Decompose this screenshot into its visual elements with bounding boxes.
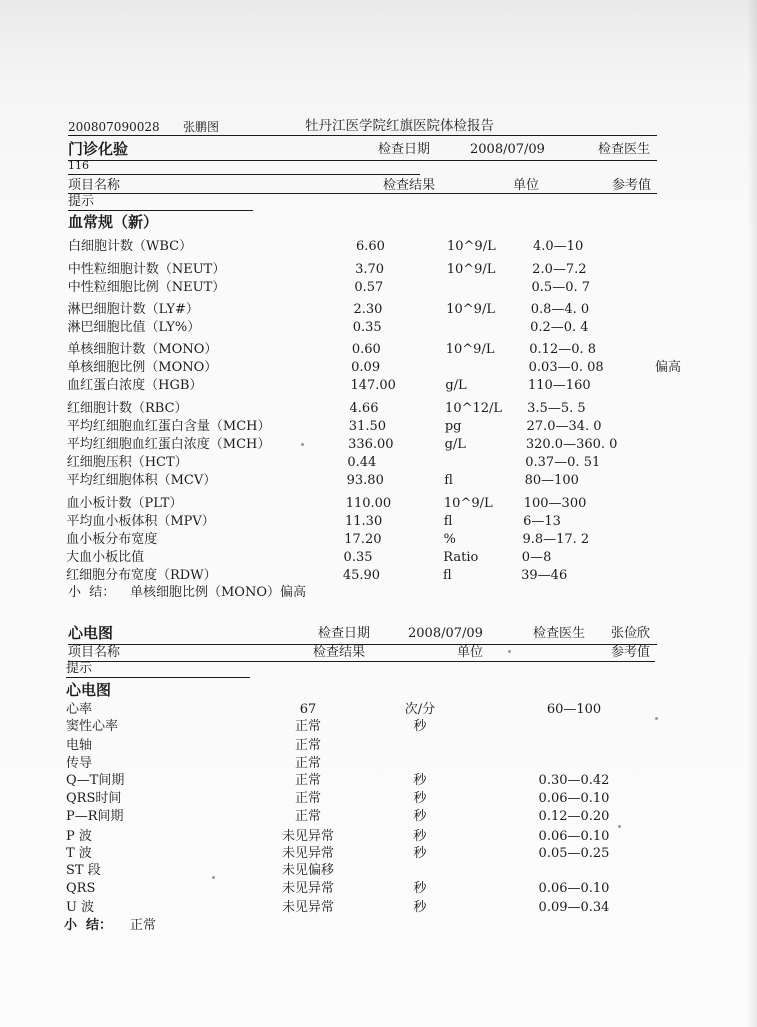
ecg-row xyxy=(0,846,757,862)
ecg-item-result: 正常 xyxy=(294,791,322,806)
ecg-item-reference: 0.05—0.25 xyxy=(538,846,610,861)
lab-item-result: 4.66 xyxy=(349,401,379,416)
ecg-doctor-name: 张俭欣 xyxy=(611,626,651,641)
lab-item-reference: 0.5—0. 7 xyxy=(531,280,590,295)
ecg-item-unit: 秒 xyxy=(413,846,427,861)
lab-row xyxy=(0,550,757,566)
lab-doctor-label: 检查医生 xyxy=(598,142,651,157)
lab-item-result: 31.50 xyxy=(348,419,387,434)
ecg-item-result: 正常 xyxy=(294,738,322,753)
lab-item-reference: 2.0—7.2 xyxy=(532,262,587,277)
lab-item-reference: 0.03—0. 08 xyxy=(528,360,604,375)
lab-item-name: 血小板分布宽度 xyxy=(66,532,158,547)
lab-summary-label: 小 结： xyxy=(68,585,116,600)
lab-row xyxy=(0,262,757,278)
lab-item-name: 平均红细胞血红蛋白含量（MCH） xyxy=(66,419,271,434)
lab-item-result: 6.60 xyxy=(356,239,385,254)
lab-item-reference: 0.2—0. 4 xyxy=(530,320,589,335)
lab-col-unit: 单位 xyxy=(513,178,540,193)
ecg-item-result: 未见异常 xyxy=(281,829,335,844)
lab-col-item: 项目名称 xyxy=(68,178,121,193)
ecg-item-result: 正常 xyxy=(294,756,322,771)
lab-panel-title: 血常规（新） xyxy=(68,213,159,231)
ecg-row xyxy=(0,702,757,718)
lab-item-name: 平均红细胞体积（MCV） xyxy=(66,473,217,488)
lab-item-reference: 110—160 xyxy=(527,378,591,393)
lab-item-reference: 100—300 xyxy=(523,496,587,511)
ecg-item-name: P—R间期 xyxy=(66,809,124,824)
lab-row xyxy=(0,437,757,453)
lab-item-reference: 0—8 xyxy=(521,550,552,565)
lab-item-unit: g/L xyxy=(444,437,466,452)
lab-item-name: 淋巴细胞计数（LY#） xyxy=(67,302,199,317)
lab-row xyxy=(0,302,757,318)
ecg-row xyxy=(0,773,757,789)
ecg-row xyxy=(0,719,757,735)
lab-item-name: 大血小板比值 xyxy=(66,550,145,565)
ecg-item-name: 传导 xyxy=(66,756,93,771)
ecg-item-name: 电轴 xyxy=(66,738,93,753)
lab-row xyxy=(0,360,757,376)
ecg-item-reference: 0.09—0.34 xyxy=(538,900,610,915)
lab-item-result: 3.70 xyxy=(355,262,385,277)
lab-item-unit: 10^9/L xyxy=(446,262,496,277)
lab-item-name: 单核细胞比例（MONO） xyxy=(67,360,218,375)
ecg-item-name: T 波 xyxy=(66,846,92,861)
lab-item-result: 0.60 xyxy=(351,342,381,357)
ecg-item-name: 窦性心率 xyxy=(66,719,119,734)
lab-item-result: 0.35 xyxy=(343,550,373,565)
lab-row xyxy=(0,532,757,548)
lab-item-name: 平均血小板体积（MPV） xyxy=(66,514,215,529)
ecg-row xyxy=(0,829,757,845)
lab-code-rule xyxy=(68,174,420,175)
lab-code: 116 xyxy=(68,159,89,172)
lab-item-name: 血小板计数（PLT） xyxy=(66,496,183,511)
lab-title-rule xyxy=(68,160,657,161)
ecg-item-name: ST 段 xyxy=(66,863,101,878)
ecg-item-reference: 0.06—0.10 xyxy=(538,829,610,844)
lab-item-reference: 0.37—0. 51 xyxy=(525,455,601,470)
ecg-item-unit: 秒 xyxy=(413,719,427,734)
ecg-item-reference: 0.06—0.10 xyxy=(538,881,610,896)
ecg-date: 2008/07/09 xyxy=(408,626,483,641)
ecg-item-unit: 秒 xyxy=(413,900,427,915)
ecg-columns-rule xyxy=(68,661,655,662)
lab-item-name: 红细胞压积（HCT） xyxy=(66,455,188,470)
ecg-item-reference: 0.12—0.20 xyxy=(538,809,610,824)
lab-columns-rule xyxy=(68,193,657,194)
lab-item-name: 单核细胞计数（MONO） xyxy=(67,342,218,357)
ecg-item-name: QRS时间 xyxy=(66,791,122,806)
patient-name: 张鹏图 xyxy=(183,120,220,134)
lab-item-name: 白细胞计数（WBC） xyxy=(68,239,193,254)
report-title: 牡丹江医学院红旗医院体检报告 xyxy=(305,118,494,134)
ecg-summary-text: 正常 xyxy=(130,918,157,933)
lab-item-unit: Ratio xyxy=(443,550,479,565)
ecg-row xyxy=(0,900,757,916)
lab-row xyxy=(0,320,757,336)
lab-item-name: 淋巴细胞比值（LY%） xyxy=(67,320,201,335)
ecg-row xyxy=(0,881,757,897)
lab-row xyxy=(0,401,757,417)
lab-row xyxy=(0,378,757,394)
ecg-item-name: Q—T间期 xyxy=(66,773,125,788)
lab-item-result: 0.35 xyxy=(352,320,382,335)
scan-speck xyxy=(618,825,621,828)
lab-item-result: 110.00 xyxy=(345,496,392,511)
ecg-row xyxy=(0,756,757,772)
lab-summary-text: 单核细胞比例（MONO）偏高 xyxy=(130,585,307,600)
lab-item-unit: 10^12/L xyxy=(445,401,503,416)
ecg-summary-label: 小 结： xyxy=(64,918,113,933)
lab-row xyxy=(0,568,757,584)
ecg-item-unit: 秒 xyxy=(413,773,427,788)
ecg-item-result: 未见偏移 xyxy=(281,863,335,878)
lab-row xyxy=(0,239,757,255)
lab-section-title: 门诊化验 xyxy=(68,140,129,158)
lab-date: 2008/07/09 xyxy=(470,142,545,157)
lab-item-unit: fl xyxy=(444,473,453,488)
ecg-item-result: 正常 xyxy=(294,809,322,824)
lab-item-reference: 320.0—360. 0 xyxy=(525,437,618,452)
ecg-item-unit: 次/分 xyxy=(404,702,436,717)
lab-row xyxy=(0,342,757,358)
lab-item-reference: 4.0—10 xyxy=(533,239,584,254)
ecg-row xyxy=(0,738,757,754)
ecg-item-result: 未见异常 xyxy=(281,900,335,915)
lab-item-unit: 10^9/L xyxy=(443,496,493,511)
ecg-item-name: 心率 xyxy=(66,702,93,717)
lab-hint-label: 提示 xyxy=(68,194,95,209)
ecg-item-name: QRS xyxy=(66,881,96,896)
lab-item-reference: 3.5—5. 5 xyxy=(527,401,586,416)
lab-item-reference: 6—13 xyxy=(523,514,561,529)
ecg-item-reference: 0.30—0.42 xyxy=(538,773,610,788)
lab-item-unit: fl xyxy=(443,568,452,583)
lab-item-name: 红细胞计数（RBC） xyxy=(67,401,188,416)
lab-row xyxy=(0,455,757,471)
ecg-hint-label: 提示 xyxy=(66,661,93,676)
lab-item-result: 2.30 xyxy=(353,302,383,317)
lab-row xyxy=(0,473,757,489)
lab-item-result: 0.09 xyxy=(351,360,381,375)
lab-row xyxy=(0,280,757,296)
lab-item-unit: g/L xyxy=(445,378,467,393)
lab-item-result: 0.44 xyxy=(347,455,377,470)
ecg-item-unit: 秒 xyxy=(413,829,427,844)
lab-col-result: 检查结果 xyxy=(383,178,436,193)
lab-item-unit: 10^9/L xyxy=(447,239,496,254)
ecg-item-unit: 秒 xyxy=(413,881,427,896)
ecg-row xyxy=(0,809,757,825)
lab-row xyxy=(0,419,757,435)
header-rule xyxy=(68,135,657,136)
ecg-item-reference: 60—100 xyxy=(546,702,602,717)
ecg-row xyxy=(0,791,757,807)
lab-item-unit: pg xyxy=(444,419,462,434)
lab-item-result: 45.90 xyxy=(342,568,381,583)
ecg-item-result: 正常 xyxy=(294,719,322,734)
ecg-item-result: 未见异常 xyxy=(281,846,335,861)
lab-item-result: 93.80 xyxy=(346,473,384,488)
lab-item-name: 中性粒细胞计数（NEUT） xyxy=(67,262,226,277)
lab-item-reference: 0.12—0. 8 xyxy=(529,342,597,357)
lab-col-reference: 参考值 xyxy=(612,178,652,193)
ecg-item-result: 未见异常 xyxy=(281,881,335,896)
lab-item-unit: fl xyxy=(443,514,453,529)
lab-item-reference: 39—46 xyxy=(521,568,568,583)
lab-item-reference: 9.8—17. 2 xyxy=(522,532,590,547)
lab-item-flag: 偏高 xyxy=(655,360,682,375)
lab-item-name: 中性粒细胞比例（NEUT） xyxy=(67,280,226,295)
lab-item-unit: 10^9/L xyxy=(446,302,495,317)
lab-item-name: 血红蛋白浓度（HGB） xyxy=(67,378,203,393)
lab-date-label: 检查日期 xyxy=(378,142,431,157)
ecg-item-result: 正常 xyxy=(294,773,322,788)
ecg-hint-rule xyxy=(66,677,250,678)
lab-item-unit: 10^9/L xyxy=(445,342,495,357)
ecg-item-reference: 0.06—0.10 xyxy=(538,791,610,806)
report-id: 200807090028 xyxy=(68,120,160,134)
ecg-col-result: 检查结果 xyxy=(313,645,366,660)
lab-item-result: 147.00 xyxy=(350,378,396,393)
ecg-col-item: 项目名称 xyxy=(68,645,121,660)
ecg-item-name: U 波 xyxy=(66,900,95,915)
ecg-col-unit: 单位 xyxy=(457,645,484,660)
lab-row xyxy=(0,496,757,512)
ecg-col-reference: 参考值 xyxy=(611,645,651,660)
ecg-item-result: 67 xyxy=(299,702,317,717)
ecg-item-name: P 波 xyxy=(66,829,92,844)
lab-item-reference: 27.0—34. 0 xyxy=(526,419,602,434)
scan-speck xyxy=(508,650,511,653)
lab-item-result: 336.00 xyxy=(348,437,394,452)
lab-item-result: 0.57 xyxy=(354,280,384,295)
ecg-row xyxy=(0,863,757,879)
ecg-date-label: 检查日期 xyxy=(318,626,371,641)
lab-hint-rule xyxy=(68,210,253,211)
ecg-item-unit: 秒 xyxy=(413,791,427,806)
lab-item-unit: % xyxy=(443,532,456,547)
lab-item-name: 平均红细胞血红蛋白浓度（MCH） xyxy=(66,437,271,452)
ecg-section-title: 心电图 xyxy=(68,624,114,642)
lab-row xyxy=(0,514,757,530)
lab-item-reference: 80—100 xyxy=(524,473,579,488)
ecg-item-unit: 秒 xyxy=(413,809,427,824)
lab-item-reference: 0.8—4. 0 xyxy=(530,302,590,317)
lab-item-result: 17.20 xyxy=(344,532,382,547)
ecg-doctor-label: 检查医生 xyxy=(533,626,586,641)
lab-item-name: 红细胞分布宽度（RDW） xyxy=(66,568,217,583)
lab-item-result: 11.30 xyxy=(345,514,383,529)
ecg-panel-title: 心电图 xyxy=(66,681,112,699)
